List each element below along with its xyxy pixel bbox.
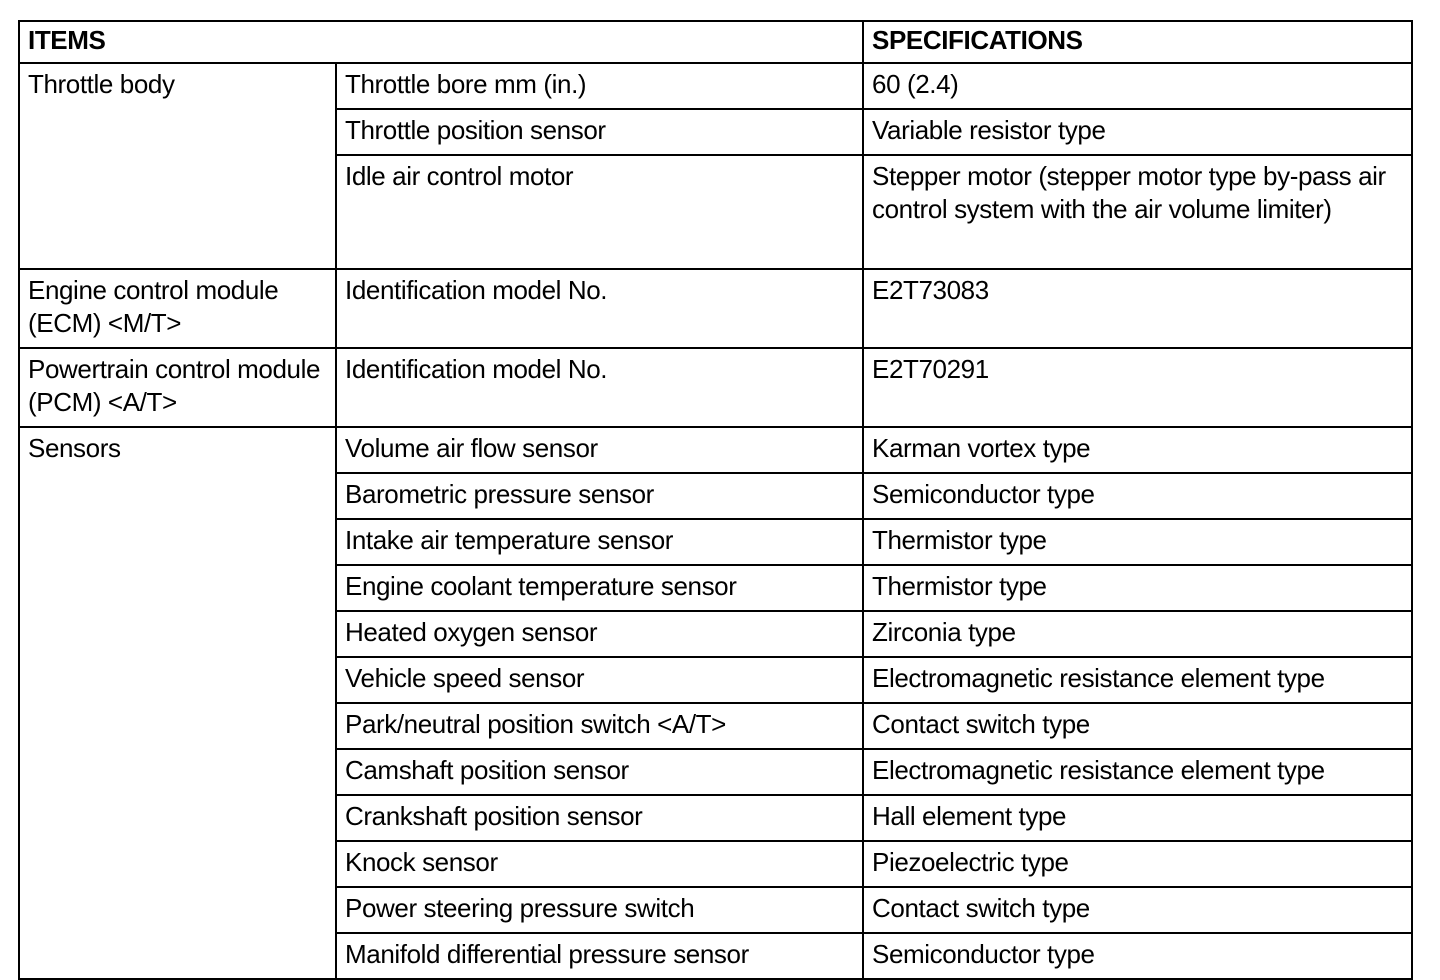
spec-cell: Contact switch type	[863, 703, 1412, 749]
spec-cell: Semiconductor type	[863, 473, 1412, 519]
spec-cell: 60 (2.4)	[863, 63, 1412, 109]
spec-cell: E2T73083	[863, 269, 1412, 348]
table-row	[19, 63, 1412, 109]
item-cell: Vehicle speed sensor	[336, 657, 863, 703]
item-cell: Park/neutral position switch <A/T>	[336, 703, 863, 749]
spec-cell: Thermistor type	[863, 565, 1412, 611]
spec-cell: E2T70291	[863, 348, 1412, 427]
spec-cell: Semiconductor type	[863, 933, 1412, 979]
item-cell: Intake air temperature sensor	[336, 519, 863, 565]
spec-cell: Thermistor type	[863, 519, 1412, 565]
spec-cell: Electromagnetic resistance element type	[863, 749, 1412, 795]
group-ecm: Engine control module (ECM) <M/T>	[19, 269, 336, 348]
item-cell: Identification model No.	[336, 269, 863, 348]
table-row	[19, 427, 1412, 473]
group-sensors: Sensors	[19, 427, 336, 979]
item-cell: Engine coolant temperature sensor	[336, 565, 863, 611]
item-cell: Identification model No.	[336, 348, 863, 427]
specifications-header: SPECIFICATIONS	[863, 21, 1412, 63]
item-cell: Camshaft position sensor	[336, 749, 863, 795]
item-cell: Heated oxygen sensor	[336, 611, 863, 657]
item-cell: Idle air control motor	[336, 155, 863, 269]
spec-cell: Zirconia type	[863, 611, 1412, 657]
item-cell: Manifold differential pressure sensor	[336, 933, 863, 979]
items-header: ITEMS	[19, 21, 863, 63]
spec-cell: Electromagnetic resistance element type	[863, 657, 1412, 703]
spec-cell: Karman vortex type	[863, 427, 1412, 473]
table-row	[19, 269, 1412, 348]
spec-cell: Piezoelectric type	[863, 841, 1412, 887]
group-throttle-body: Throttle body	[19, 63, 336, 269]
item-cell: Volume air flow sensor	[336, 427, 863, 473]
spec-cell: Stepper motor (stepper motor type by-pass air control system with the air volume limiter)	[863, 155, 1412, 269]
spec-cell: Hall element type	[863, 795, 1412, 841]
item-cell: Power steering pressure switch	[336, 887, 863, 933]
item-cell: Barometric pressure sensor	[336, 473, 863, 519]
group-pcm: Powertrain control module (PCM) <A/T>	[19, 348, 336, 427]
item-cell: Knock sensor	[336, 841, 863, 887]
header-row	[19, 21, 1412, 63]
item-cell: Throttle bore mm (in.)	[336, 63, 863, 109]
spec-cell: Variable resistor type	[863, 109, 1412, 155]
spec-cell: Contact switch type	[863, 887, 1412, 933]
table-row	[19, 348, 1412, 427]
specifications-table	[18, 20, 1413, 980]
item-cell: Crankshaft position sensor	[336, 795, 863, 841]
item-cell: Throttle position sensor	[336, 109, 863, 155]
